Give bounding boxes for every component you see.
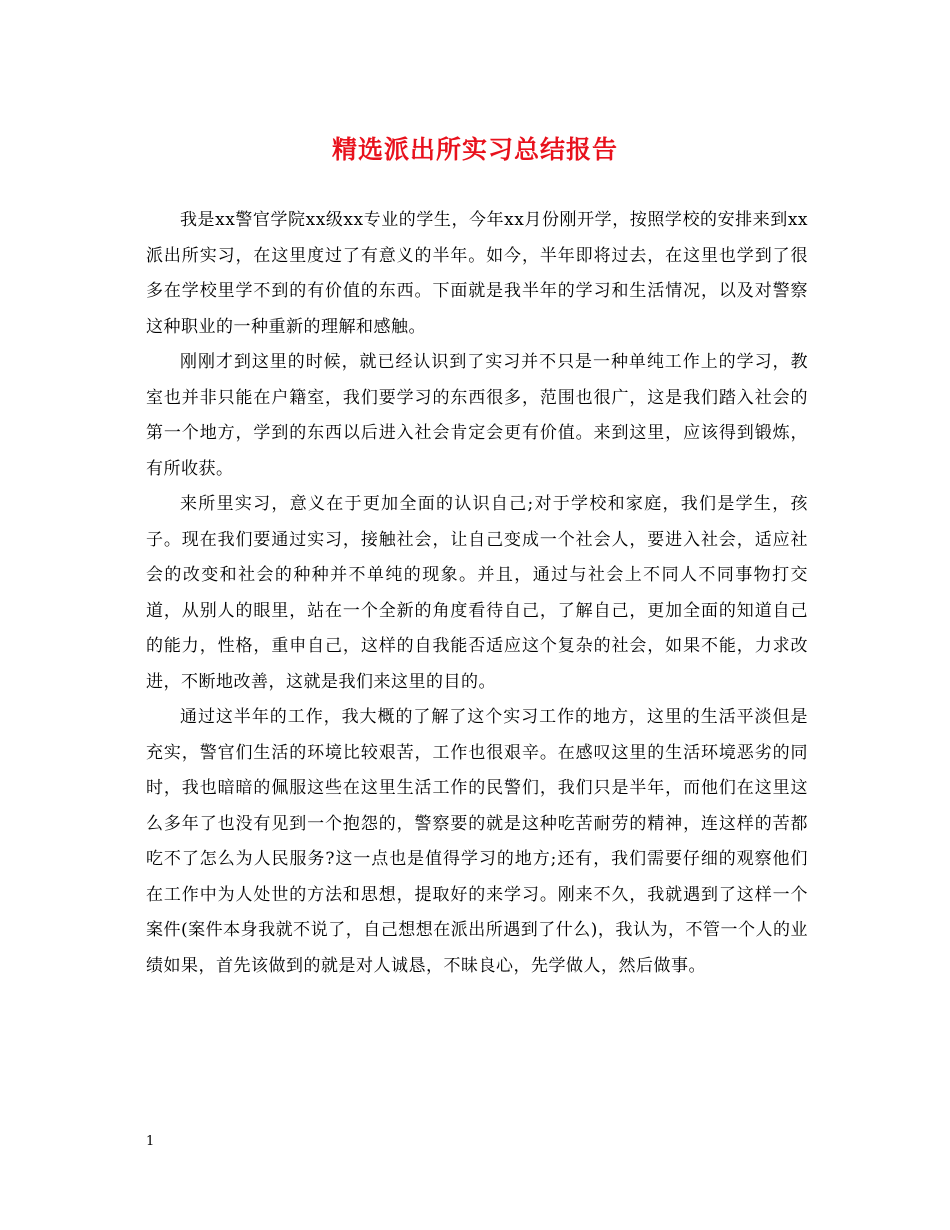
paragraph-2: 刚刚才到这里的时候，就已经认识到了实习并不只是一种单纯工作上的学习，教室也并非只能在户籍室，我们要学习的东西很多，范围也很广，这是我们踏入社会的第一个地方，学到的东西以后进入社会肯定会更有价值。来到这里，应该得到锻炼，有所收获。: [146, 352, 808, 479]
document-title: 精选派出所实习总结报告: [331, 135, 618, 164]
document-body: [146, 203, 808, 984]
paragraph-4: 通过这半年的工作，我大概的了解了这个实习工作的地方，这里的生活平淡但是充实，警官们生活的环境比较艰苦，工作也很艰辛。在感叹这里的生活环境恶劣的同时，我也暗暗的佩服这些在这里生活工作的民警们，我们只是半年，而他们在这里这么多年了也没有见到一个抱怨的，警察要的就是这种吃苦耐劳的精神，连这样的苦都吃不了怎么为人民服务?这一点也是值得学习的地方;还有，我们需要仔细的观察他们在工作中为人处世的方法和思想，提取好的来学习。刚来不久，我就遇到了这样一个案件(案件本身我就不说了，自己想想在派出所遇到了什么)，我认为，不管一个人的业绩如果，首先该做到的就是对人诚恳，不昧良心，先学做人，然后做事。: [146, 707, 808, 976]
page-number: 1: [146, 1134, 155, 1149]
paragraph-3: 来所里实习，意义在于更加全面的认识自己;对于学校和家庭，我们是学生，孩子。现在我们要通过实习，接触社会，让自己变成一个社会人，要进入社会，适应社会的改变和社会的种种并不单纯的现象。并且，通过与社会上不同人不同事物打交道，从别人的眼里，站在一个全新的角度看待自己，了解自己，更加全面的知道自己的能力，性格，重申自己，这样的自我能否适应这个复杂的社会，如果不能，力求改进，不断地改善，这就是我们来这里的目的。: [146, 494, 808, 692]
paragraph-1: 我是xx警官学院xx级xx专业的学生，今年xx月份刚开学，按照学校的安排来到xx派出所实习，在这里度过了有意义的半年。如今，半年即将过去，在这里也学到了很多在学校里学不到的有价值的东西。下面就是我半年的学习和生活情况，以及对警察这种职业的一种重新的理解和感触。: [146, 210, 808, 337]
